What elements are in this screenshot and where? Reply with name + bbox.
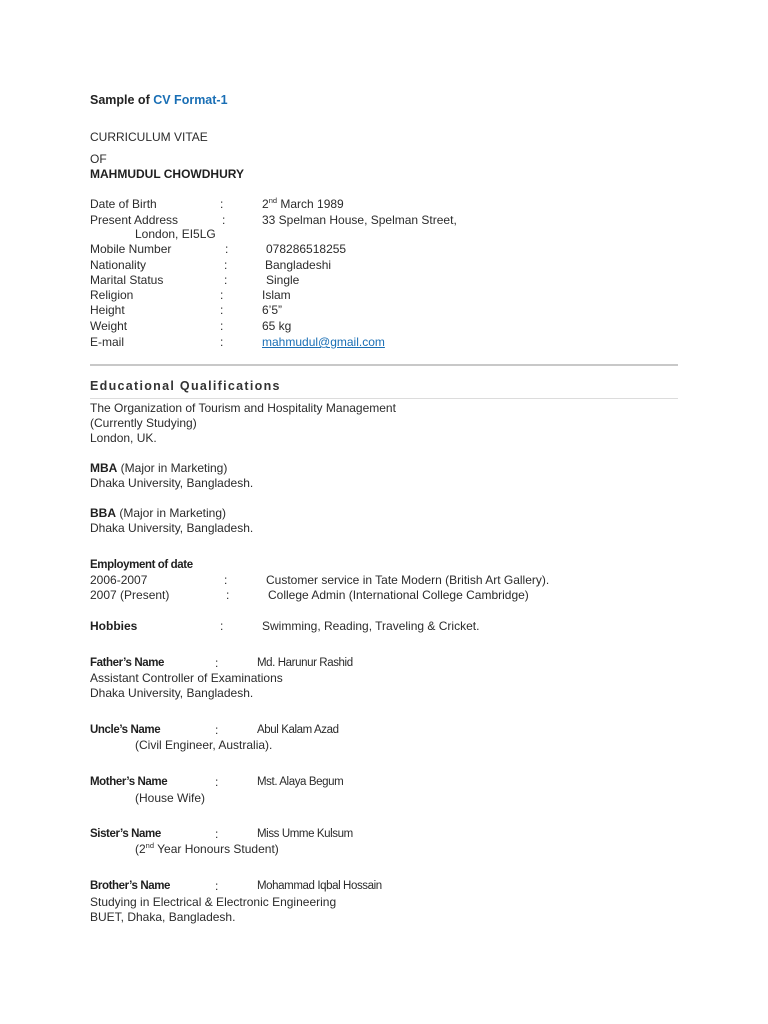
sister-label: Sister’s Name: [90, 828, 161, 840]
weight-label: Weight: [90, 319, 128, 333]
religion-value: Islam: [262, 288, 291, 302]
employment-period-1: 2006-2007: [90, 573, 148, 587]
colon: :: [215, 723, 219, 737]
education-underline: [90, 398, 678, 399]
colon: :: [224, 258, 228, 272]
father-line2: Assistant Controller of Examinations: [90, 671, 283, 685]
bba-line2: Dhaka University, Bangladesh.: [90, 521, 254, 535]
brother-line3: BUET, Dhaka, Bangladesh.: [90, 910, 236, 924]
religion-label: Religion: [90, 288, 134, 302]
colon: :: [215, 775, 219, 789]
cv-name: MAHMUDUL CHOWDHURY: [90, 167, 244, 181]
document-header: [90, 93, 228, 108]
colon: :: [220, 197, 224, 211]
mother-label: Mother’s Name: [90, 776, 168, 788]
mother-value: Mst. Alaya Begum: [257, 776, 344, 788]
colon: :: [226, 588, 230, 602]
father-label: Father’s Name: [90, 657, 165, 669]
height-label: Height: [90, 303, 125, 317]
mobile-label: Mobile Number: [90, 242, 172, 256]
mba-line2: Dhaka University, Bangladesh.: [90, 476, 254, 490]
org-line3: London, UK.: [90, 431, 157, 445]
colon: :: [225, 242, 229, 256]
employment-title: Employment of date: [90, 559, 193, 571]
colon: :: [215, 827, 219, 841]
bba-line1: BBA (Major in Marketing): [90, 506, 227, 520]
mba-line1: MBA (Major in Marketing): [90, 461, 228, 475]
colon: :: [224, 273, 228, 287]
colon: :: [220, 288, 224, 302]
dob-value: 2nd March 1989: [262, 196, 344, 211]
brother-label: Brother’s Name: [90, 880, 171, 892]
colon: :: [220, 319, 224, 333]
colon: :: [215, 656, 219, 670]
brother-line2: Studying in Electrical & Electronic Engineering: [90, 895, 337, 909]
employment-desc-2: College Admin (International College Cambridge): [268, 588, 529, 602]
height-value: 6’5”: [262, 303, 283, 317]
header-prefix: Sample of: [90, 93, 154, 107]
uncle-value: Abul Kalam Azad: [257, 724, 339, 736]
org-line2: (Currently Studying): [90, 416, 197, 430]
sister-line2: (2nd Year Honours Student): [135, 841, 279, 856]
dob-label: Date of Birth: [90, 197, 157, 211]
colon: :: [220, 303, 224, 317]
section-divider: [90, 364, 678, 366]
nationality-value: Bangladeshi: [265, 258, 332, 272]
colon: :: [220, 619, 224, 633]
brother-value: Mohammad Iqbal Hossain: [257, 880, 382, 892]
nationality-label: Nationality: [90, 258, 147, 272]
email-label: E-mail: [90, 335, 125, 349]
address-label: Present Address: [90, 213, 179, 227]
employment-desc-1: Customer service in Tate Modern (British Art Gallery).: [266, 573, 550, 587]
uncle-label: Uncle’s Name: [90, 724, 161, 736]
marital-value: Single: [266, 273, 300, 287]
colon: :: [220, 335, 224, 349]
education-title: Educational Qualifications: [90, 379, 281, 393]
cv-title-of: OF: [90, 152, 107, 166]
email-link[interactable]: mahmudul@gmail.com: [262, 335, 385, 349]
cv-format-link[interactable]: CV Format-1: [153, 93, 228, 107]
org-line1: The Organization of Tourism and Hospitality Management: [90, 401, 396, 415]
address-line2: London, EI5LG: [135, 227, 216, 241]
father-value: Md. Harunur Rashid: [257, 657, 353, 669]
colon: :: [224, 573, 228, 587]
sister-value: Miss Umme Kulsum: [257, 828, 353, 840]
father-line3: Dhaka University, Bangladesh.: [90, 686, 254, 700]
hobbies-label: Hobbies: [90, 619, 138, 633]
address-line1: 33 Spelman House, Spelman Street,: [262, 213, 457, 227]
colon: :: [215, 879, 219, 893]
colon: :: [222, 213, 226, 227]
weight-value: 65 kg: [262, 319, 292, 333]
cv-title: CURRICULUM VITAE: [90, 130, 208, 144]
hobbies-value: Swimming, Reading, Traveling & Cricket.: [262, 619, 480, 633]
employment-period-2: 2007 (Present): [90, 588, 170, 602]
mobile-value: 078286518255: [266, 242, 347, 256]
marital-label: Marital Status: [90, 273, 164, 287]
mother-line2: (House Wife): [135, 791, 206, 805]
uncle-line2: (Civil Engineer, Australia).: [135, 738, 273, 752]
